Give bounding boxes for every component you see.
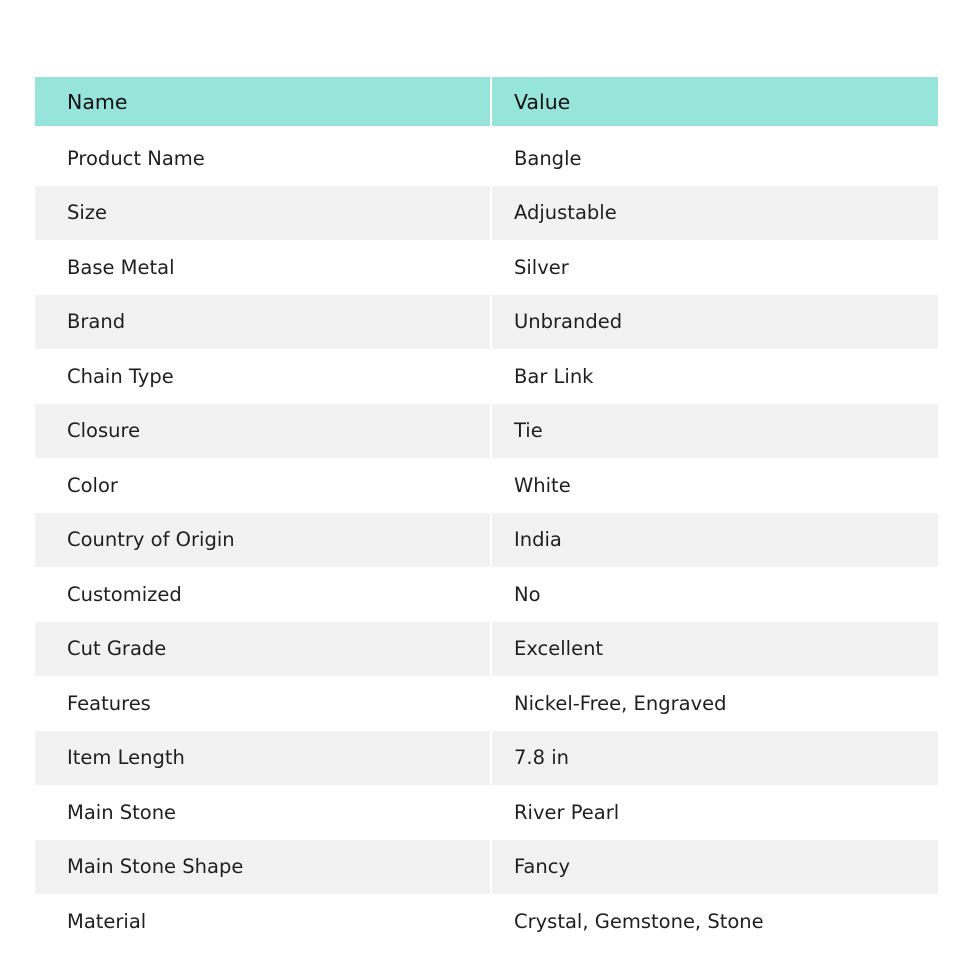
row-value-cell: River Pearl <box>490 785 938 840</box>
table-row <box>35 567 938 622</box>
row-value-cell: Silver <box>490 240 938 295</box>
row-name-cell: Main Stone Shape <box>67 855 244 879</box>
row-value-cell: Fancy <box>490 840 938 895</box>
row-name-cell: Material <box>67 909 147 933</box>
table-row <box>35 349 938 404</box>
row-name-cell: Main Stone <box>67 800 177 824</box>
row-name-cell: Features <box>67 691 151 715</box>
table-row <box>35 894 938 949</box>
row-name-cell: Brand <box>67 310 126 334</box>
table-row <box>35 513 938 568</box>
row-value-cell: Bangle <box>490 131 938 186</box>
column-header-name: Name <box>67 89 128 114</box>
column-header-value: Value <box>490 77 938 126</box>
row-value-cell: Crystal, Gemstone, Stone <box>490 894 938 949</box>
table-row <box>35 186 938 241</box>
row-name-cell: Cut Grade <box>67 637 167 661</box>
row-name-cell: Color <box>67 473 118 497</box>
table-row <box>35 622 938 677</box>
row-name-cell: Base Metal <box>67 255 175 279</box>
table-row <box>35 404 938 459</box>
row-name-cell: Country of Origin <box>67 528 235 552</box>
row-value-cell: Nickel-Free, Engraved <box>490 676 938 731</box>
row-value-cell: Excellent <box>490 622 938 677</box>
row-name-cell: Chain Type <box>67 364 174 388</box>
row-name-cell: Closure <box>67 419 141 443</box>
row-value-cell: Adjustable <box>490 186 938 241</box>
table-row <box>35 240 938 295</box>
table-header-row <box>35 77 938 126</box>
row-value-cell: Bar Link <box>490 349 938 404</box>
table-row <box>35 131 938 186</box>
row-name-cell: Size <box>67 201 108 225</box>
product-spec-table <box>35 77 938 949</box>
row-value-cell: 7.8 in <box>490 731 938 786</box>
table-row <box>35 295 938 350</box>
table-row <box>35 458 938 513</box>
table-row <box>35 785 938 840</box>
table-row <box>35 840 938 895</box>
row-name-cell: Customized <box>67 582 182 606</box>
row-value-cell: White <box>490 458 938 513</box>
row-name-cell: Product Name <box>67 146 205 170</box>
table-row <box>35 676 938 731</box>
row-value-cell: No <box>490 567 938 622</box>
table-row <box>35 731 938 786</box>
row-value-cell: Tie <box>490 404 938 459</box>
row-name-cell: Item Length <box>67 746 185 770</box>
row-value-cell: Unbranded <box>490 295 938 350</box>
row-value-cell: India <box>490 513 938 568</box>
